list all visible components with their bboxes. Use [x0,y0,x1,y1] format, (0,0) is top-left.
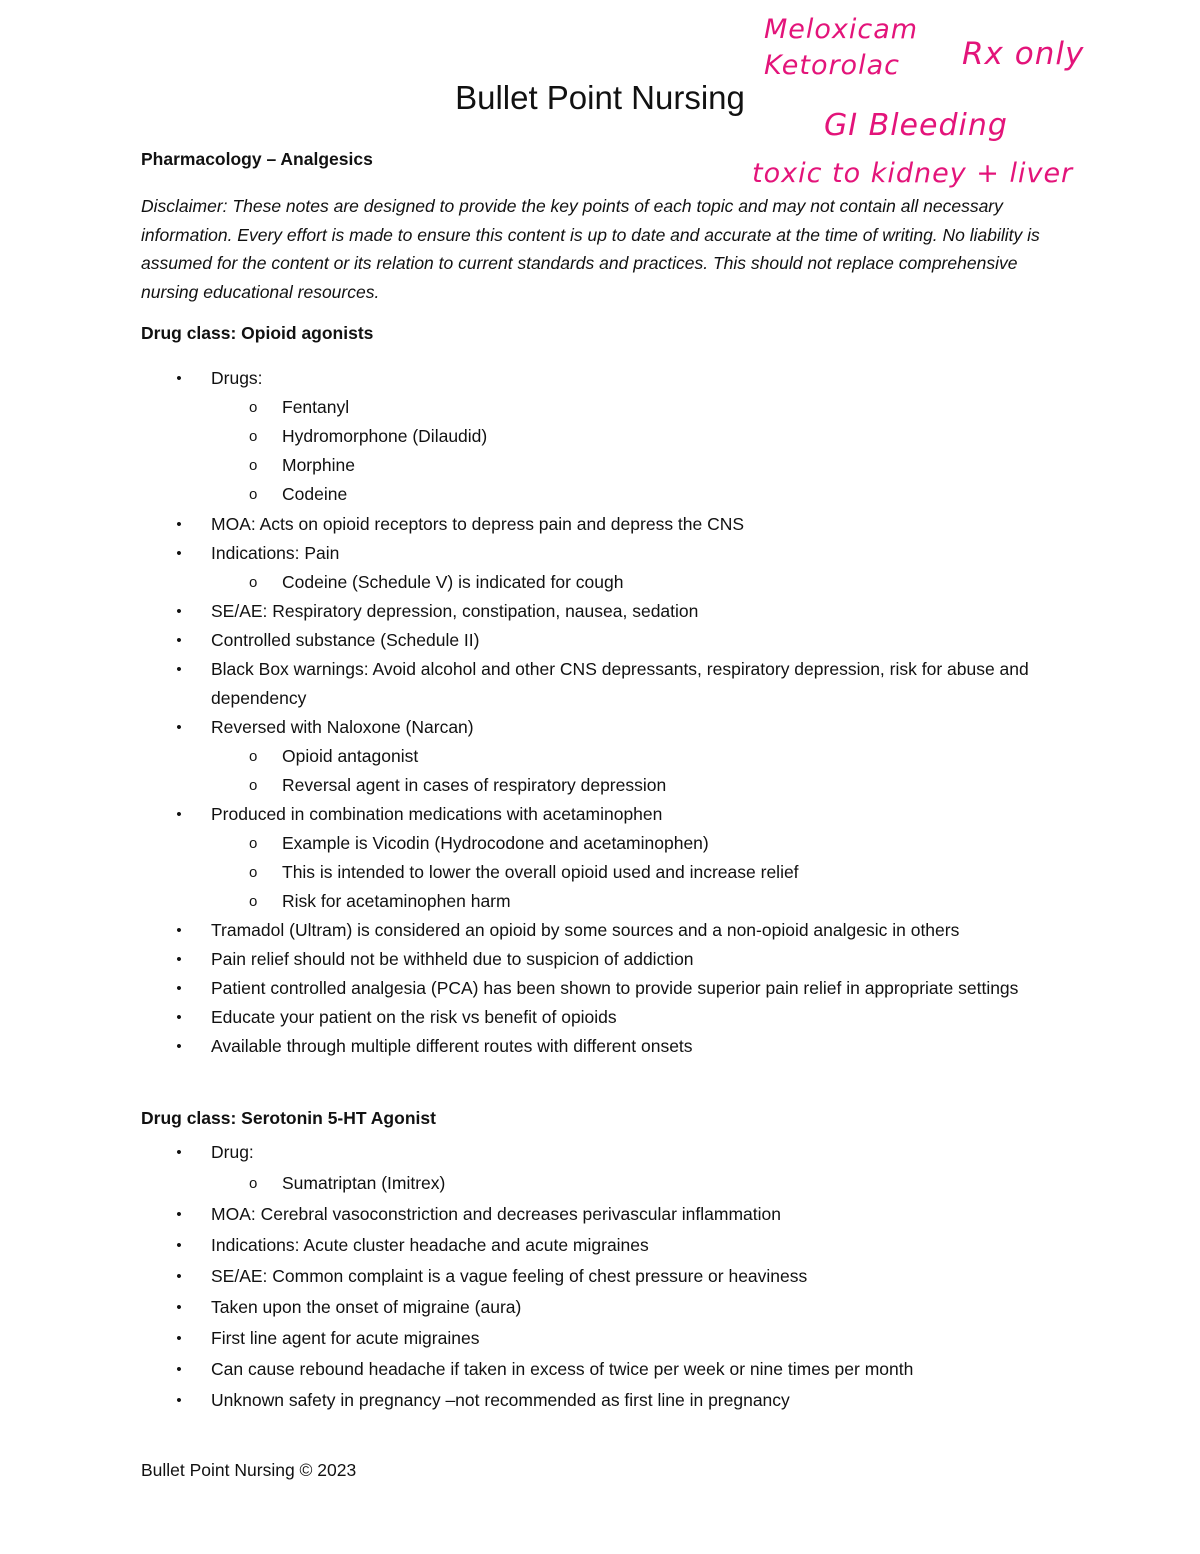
sub-list-item [141,568,1081,597]
sub-list-item [141,742,1081,771]
item-text: Risk for acetaminophen harm [282,891,511,911]
item-text: Taken upon the onset of migraine (aura) [211,1297,522,1317]
sub-list-item [141,422,1081,451]
item-text: First line agent for acute migraines [211,1328,480,1348]
bullet-icon: • [176,632,182,649]
bullet-icon: • [176,1268,182,1285]
handwritten-rx-only: Rx only [962,36,1085,72]
bullet-icon: • [176,603,182,620]
item-text: Fentanyl [282,397,350,417]
sub-list-item [141,829,1081,858]
disclaimer-lead: Disclaimer: [141,196,228,216]
item-text: Pain relief should not be withheld due to suspicion of addiction [211,949,694,969]
disclaimer-text: These notes are designed to provide the key points of each topic and may not contain all necessary information. Every effort is made to ensure this content is up to date and accurate at the time of writing. No liability is assumed for the content or its relation to current standards and practices. This should not replace comprehensive nursing educational resources. [141,196,1040,303]
handwritten-toxic-kidney-liver: toxic to kidney + liver [752,158,1074,189]
item-text: Example is Vicodin (Hydrocodone and acetaminophen) [282,833,709,853]
handwritten-gi-bleeding: GI Bleeding [824,108,1008,143]
serotonin-agonist-list [141,1137,1081,1416]
list-item [141,974,1081,1003]
bullet-icon: • [176,370,182,387]
bullet-icon: • [176,922,182,939]
bullet-icon: • [176,1206,182,1223]
section-heading-opioid-agonists: Drug class: Opioid agonists [141,323,374,343]
document-footer: Bullet Point Nursing © 2023 [141,1460,357,1480]
item-text: SE/AE: Common complaint is a vague feeling of chest pressure or heaviness [211,1266,808,1286]
item-text: Opioid antagonist [282,746,419,766]
handwritten-meloxicam: Meloxicam [764,14,919,45]
disclaimer-paragraph [141,192,1061,307]
opioid-agonists-list [141,364,1081,1061]
sub-bullet-icon: o [249,428,258,445]
bullet-icon: • [176,545,182,562]
item-text: Sumatriptan (Imitrex) [282,1173,446,1193]
list-item [141,1137,1081,1168]
list-item [141,539,1081,568]
sub-bullet-icon: o [249,864,258,881]
list-item [141,1032,1081,1061]
item-text: MOA: Acts on opioid receptors to depress pain and depress the CNS [211,514,745,534]
item-text: Educate your patient on the risk vs benefit of opioids [211,1007,617,1027]
bullet-icon: • [176,1237,182,1254]
item-text: Can cause rebound headache if taken in excess of twice per week or nine times per month [211,1359,914,1379]
sub-bullet-icon: o [249,893,258,910]
bullet-icon: • [176,951,182,968]
list-item [141,1230,1081,1261]
sub-bullet-icon: o [249,574,258,591]
sub-bullet-icon: o [249,835,258,852]
sub-bullet-icon: o [249,486,258,503]
bullet-icon: • [176,1392,182,1409]
bullet-icon: • [176,1361,182,1378]
bullet-icon: • [176,1038,182,1055]
list-item [141,364,1081,393]
item-text: Tramadol (Ultram) is considered an opioid by some sources and a non-opioid analgesic in others [211,920,960,940]
list-item [141,655,1081,713]
sub-bullet-icon: o [249,777,258,794]
handwritten-ketorolac: Ketorolac [764,50,900,81]
sub-list-item [141,451,1081,480]
item-text: Drugs: [211,368,263,388]
bullet-icon: • [176,806,182,823]
item-text: MOA: Cerebral vasoconstriction and decreases perivascular inflammation [211,1204,781,1224]
list-item [141,1385,1081,1416]
sub-bullet-icon: o [249,399,258,416]
list-item [141,1323,1081,1354]
bullet-icon: • [176,980,182,997]
item-text: Codeine [282,484,348,504]
bullet-icon: • [176,661,182,678]
item-text: Produced in combination medications with acetaminophen [211,804,663,824]
item-text: Controlled substance (Schedule II) [211,630,480,650]
list-item [141,510,1081,539]
item-text: Reversed with Naloxone (Narcan) [211,717,474,737]
item-text: Morphine [282,455,355,475]
list-item [141,626,1081,655]
bullet-icon: • [176,1009,182,1026]
item-text: Available through multiple different routes with different onsets [211,1036,693,1056]
item-text: Codeine (Schedule V) is indicated for cough [282,572,624,592]
bullet-icon: • [176,1330,182,1347]
sub-list-item [141,480,1081,509]
list-item [141,713,1081,742]
sub-bullet-icon: o [249,457,258,474]
item-text: Drug: [211,1142,254,1162]
item-text: This is intended to lower the overall opioid used and increase relief [282,862,799,882]
item-text: Reversal agent in cases of respiratory depression [282,775,667,795]
sub-bullet-icon: o [249,1175,258,1192]
sub-list-item [141,393,1081,422]
list-item [141,597,1081,626]
list-item [141,1292,1081,1323]
list-item [141,1354,1081,1385]
list-item [141,1003,1081,1032]
section-heading-serotonin-agonist: Drug class: Serotonin 5-HT Agonist [141,1108,436,1128]
item-text: Hydromorphone (Dilaudid) [282,426,488,446]
sub-bullet-icon: o [249,748,258,765]
item-text: Patient controlled analgesia (PCA) has been shown to provide superior pain relief in appropriate settings [211,978,1019,998]
bullet-icon: • [176,1144,182,1161]
sub-list-item [141,771,1081,800]
list-item [141,800,1081,829]
item-text: Indications: Acute cluster headache and acute migraines [211,1235,649,1255]
item-text: Indications: Pain [211,543,340,563]
sub-list-item [141,858,1081,887]
document-subtitle: Pharmacology – Analgesics [141,149,373,169]
bullet-icon: • [176,719,182,736]
item-text: SE/AE: Respiratory depression, constipation, nausea, sedation [211,601,699,621]
document-title: Bullet Point Nursing [455,79,745,116]
bullet-icon: • [176,1299,182,1316]
item-text: Black Box warnings: Avoid alcohol and other CNS depressants, respiratory depression, risk for abuse and dependency [211,659,1029,708]
sub-list-item [141,1168,1081,1199]
sub-list-item [141,887,1081,916]
list-item [141,1261,1081,1292]
list-item [141,1199,1081,1230]
list-item [141,916,1081,945]
list-item [141,945,1081,974]
item-text: Unknown safety in pregnancy –not recommended as first line in pregnancy [211,1390,790,1410]
bullet-icon: • [176,516,182,533]
